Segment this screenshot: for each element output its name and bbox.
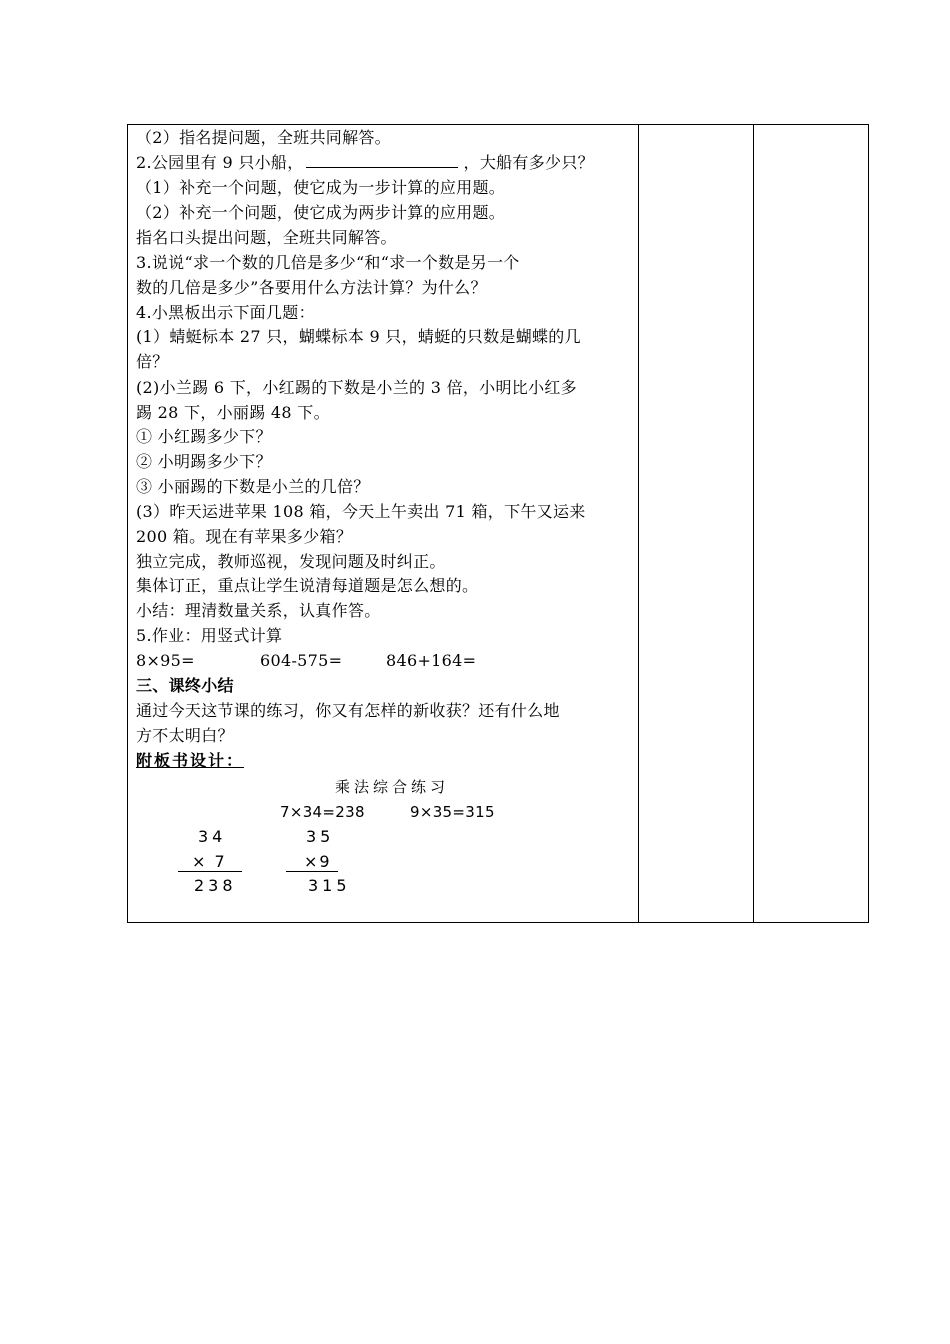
column-divider: [638, 125, 639, 922]
text-line: （2）指名提问题，全班共同解答。: [136, 128, 391, 147]
calc-result: 315: [308, 876, 351, 895]
summary-line: 方不太明白？: [136, 726, 234, 745]
column-divider: [753, 125, 754, 922]
text-line: （2）补充一个问题，使它成为两步计算的应用题。: [136, 203, 506, 222]
homework-item: 604-575=: [260, 651, 343, 670]
summary-line: 通过今天这节课的练习，你又有怎样的新收获？还有什么地: [136, 701, 560, 720]
text-line: 小结：理清数量关系，认真作答。: [136, 601, 381, 620]
board-design-label: 附板书设计：: [136, 751, 245, 770]
board-title: 乘法综合练习: [335, 778, 450, 796]
calc-top: 34: [198, 827, 227, 846]
lesson-plan-table: [127, 124, 869, 923]
text-line: （1）补充一个问题，使它成为一步计算的应用题。: [136, 178, 506, 197]
text-line: 4.小黑板出示下面几题：: [136, 303, 315, 322]
question-text: 2.公园里有 9 只小船，: [136, 153, 304, 172]
text-line: ① 小红踢多少下？: [136, 427, 272, 446]
calc-result: 238: [194, 876, 237, 895]
calc-multiplier: × 7: [192, 852, 227, 871]
homework-item: 846+164=: [386, 651, 477, 670]
text-line: ③ 小丽踢的下数是小兰的几倍？: [136, 477, 370, 496]
text-line: ② 小明踢多少下？: [136, 452, 272, 471]
board-equation: 7×34=238: [280, 803, 365, 821]
board-equation: 9×35=315: [410, 803, 495, 821]
homework-item: 8×95=: [136, 651, 195, 670]
text-line: (2)小兰踢 6 下，小红踢的下数是小兰的 3 倍，小明比小红多: [136, 378, 577, 397]
section-title: 三、课终小结: [136, 676, 234, 695]
text-line: 踢 28 下，小丽踢 48 下。: [136, 403, 330, 422]
question-line: [136, 151, 594, 175]
text-line: (3）昨天运进苹果 108 箱，今天上午卖出 71 箱，下午又运来: [136, 502, 586, 521]
question-text: ，大船有多少只？: [463, 153, 594, 172]
text-line: 独立完成，教师巡视，发现问题及时纠正。: [136, 552, 446, 571]
text-line: 5.作业：用竖式计算: [136, 626, 283, 645]
text-line: 集体订正，重点让学生说清每道题是怎么想的。: [136, 576, 479, 595]
text-line: 倍？: [136, 352, 169, 371]
calc-top: 35: [306, 827, 335, 846]
text-line: 指名口头提出问题，全班共同解答。: [136, 228, 397, 247]
calc-multiplier: ×9: [304, 852, 332, 871]
text-line: (1）蜻蜓标本 27 只，蝴蝶标本 9 只，蜻蜓的只数是蝴蝶的几: [136, 327, 581, 346]
text-line: 3.说说“求一个数的几倍是多少“和“求一个数是另一个: [136, 253, 520, 272]
calc-rule: [178, 871, 242, 872]
fill-in-blank: [306, 151, 458, 168]
text-line: 数的几倍是多少”各要用什么方法计算？为什么？: [136, 278, 487, 297]
text-line: 200 箱。现在有苹果多少箱？: [136, 527, 353, 546]
calc-rule: [286, 871, 338, 872]
